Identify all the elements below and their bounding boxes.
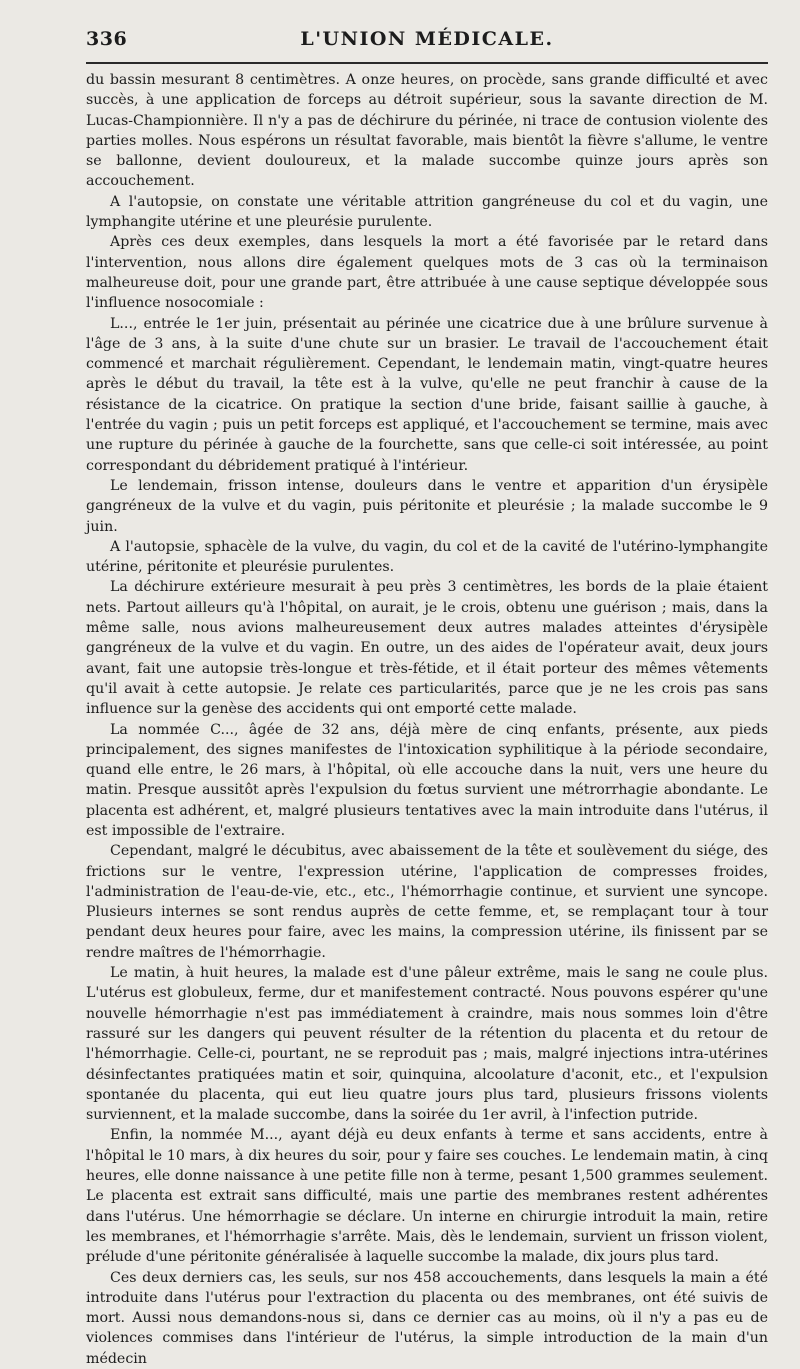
paragraph: La déchirure extérieure mesurait à peu près 3 centimètres, les bords de la plaie étaient nets. Partout ailleurs qu'à l'hôpital, on aurait, je le crois, obtenu une guérison ; mais, dans la même salle, nous avions malheureusement deux autres malades atteintes d'érysipèle gangréneux de la vulve et du vagin. En outre, un des aides de l'opérateur avait, deux jours avant, fait une autopsie très-longue et très-fétide, et il était porteur des mêmes vêtements qu'il avait à cette autopsie. Je relate ces particularités, parce que je ne les crois pas sans influence sur la genèse des accidents qui ont emporté cette malade. xyxy=(86,579,768,718)
paragraph: Après ces deux exemples, dans lesquels la mort a été favorisée par le retard dans l'intervention, nous allons dire également quelques mots de 3 cas où la terminaison malheureuse doit, pour une grande part, être attribuée à une cause septique développée sous l'influence nosocomiale : xyxy=(86,234,768,312)
body-text xyxy=(86,70,768,1369)
journal-title: L'UNION MÉDICALE. xyxy=(300,28,554,50)
paragraph: La nommée C..., âgée de 32 ans, déjà mère de cinq enfants, présente, aux pieds principalement, des signes manifestes de l'intoxication syphilitique à la période secondaire, quand elle entre, le 26 mars, à l'hôpital, où elle accouche dans la nuit, vers une heure du matin. Presque aussitôt après l'expulsion du fœtus survient une métrorrhagie abondante. Le placenta est adhérent, et, malgré plusieurs tentatives avec la main introduite dans l'utérus, il est impossible de l'extraire. xyxy=(86,721,768,839)
paragraph: Le matin, à huit heures, la malade est d'une pâleur extrême, mais le sang ne coule plus. L'utérus est globuleux, ferme, dur et manifestement contracté. Nous pouvons espérer qu'une nouvelle hémorrhagie n'est pas immédiatement à craindre, mais nous sommes loin d'être rassuré sur les dangers qui peuvent résulter de la rétention du placenta et du retour de l'hémorrhagie. Celle-ci, pourtant, ne se reproduit pas ; mais, malgré injections intra-utérines désinfectantes pratiquées matin et soir, quinquina, alcoolature d'aconit, etc., et l'expulsion spontanée du placenta, qui eut lieu quatre jours plus tard, plusieurs frissons violents surviennent, et la malade succombe, dans la soirée du 1er avril, à l'infection putride. xyxy=(86,965,768,1124)
page-number: 336 xyxy=(86,28,128,50)
paragraph: A l'autopsie, sphacèle de la vulve, du vagin, du col et de la cavité de l'utérino-lymphangite utérine, péritonite et pleurésie purulentes. xyxy=(86,538,768,576)
header-rule xyxy=(86,62,768,64)
paragraph: du bassin mesurant 8 centimètres. A onze heures, on procède, sans grande difficulté et avec succès, à une application de forceps au détroit supérieur, sous la savante direction de M. Lucas-Championnière. Il n'y a pas de déchirure du périnée, ni trace de contusion violente des parties molles. Nous espérons un résultat favorable, mais bientôt la fièvre s'allume, le ventre se ballonne, devient douloureux, et la malade succombe quinze jours après son accouchement. xyxy=(86,72,768,190)
paragraph: Cependant, malgré le décubitus, avec abaissement de la tête et soulèvement du siége, des frictions sur le ventre, l'expression utérine, l'application de compresses froides, l'administration de l'eau-de-vie, etc., etc., l'hémorrhagie continue, et survient une syncope. Plusieurs internes se sont rendus auprès de cette femme, et, se remplaçant tour à tour pendant deux heures pour faire, avec les mains, la compression utérine, ils finissent par se rendre maîtres de l'hémorrhagie. xyxy=(86,843,768,961)
paragraph: L..., entrée le 1er juin, présentait au périnée une cicatrice due à une brûlure survenue à l'âge de 3 ans, à la suite d'une chute sur un brasier. Le travail de l'accouchement était commencé et marchait régulièrement. Cependant, le lendemain matin, vingt-quatre heures après le début du travail, la tête est à la vulve, qu'elle ne peut franchir à cause de la résistance de la cicatrice. On pratique la section d'une bride, faisant saillie à gauche, à l'entrée du vagin ; puis un petit forceps est appliqué, et l'accouchement se termine, mais avec une rupture du périnée à gauche de la fourchette, sans que celle-ci soit intéressée, au point correspondant du débridement pratiqué à l'intérieur. xyxy=(86,315,768,474)
paragraph: Ces deux derniers cas, les seuls, sur nos 458 accouchements, dans lesquels la main a été introduite dans l'utérus pour l'extraction du placenta ou des membranes, ont été suivis de mort. Aussi nous demandons-nous si, dans ce dernier cas au moins, où il n'y a pas eu de violences commises dans l'intérieur de l'utérus, la simple introduction de la main d'un médecin xyxy=(86,1269,768,1367)
paragraph: Enfin, la nommée M..., ayant déjà eu deux enfants à terme et sans accidents, entre à l'hôpital le 10 mars, à dix heures du soir, pour y faire ses couches. Le lendemain matin, à cinq heures, elle donne naissance à une petite fille non à terme, pesant 1,500 grammes seulement. Le placenta est extrait sans difficulté, mais une partie des membranes restent adhérentes dans l'utérus. Une hémorrhagie se déclare. Un interne en chirurgie introduit la main, retire les membranes, et l'hémorrhagie s'arrête. Mais, dès le lendemain, survient un frisson violent, prélude d'une péritonite généralisée à laquelle succombe la malade, dix jours plus tard. xyxy=(86,1127,768,1266)
running-head xyxy=(86,24,768,54)
paragraph: Le lendemain, frisson intense, douleurs dans le ventre et apparition d'un érysipèle gangréneux de la vulve et du vagin, puis péritonite et pleurésie ; la malade succombe le 9 juin. xyxy=(86,477,768,535)
paragraph: A l'autopsie, on constate une véritable attrition gangréneuse du col et du vagin, une lymphangite utérine et une pleurésie purulente. xyxy=(86,193,768,231)
